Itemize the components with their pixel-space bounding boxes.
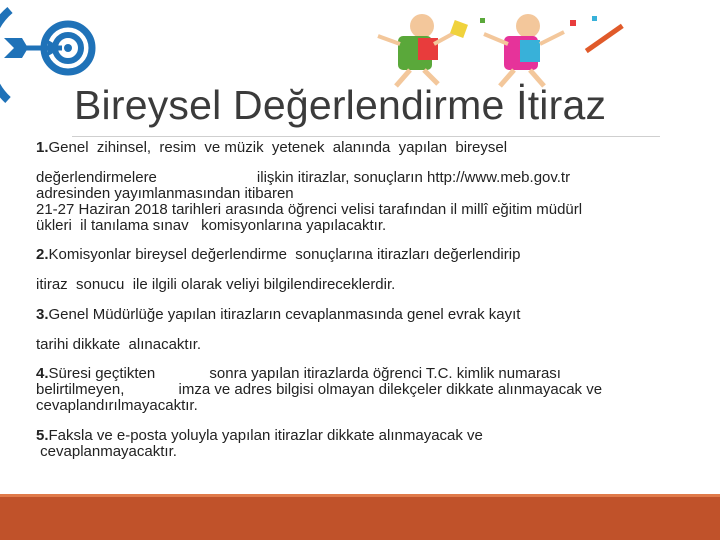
item-5-text-1: Faksla ve e-posta yoluyla yapılan itirazlar dikkate alınmayacak ve xyxy=(48,427,483,444)
item-2-number: 2. xyxy=(36,246,49,263)
item-3-line-1 xyxy=(36,307,520,323)
item-3-number: 3. xyxy=(36,306,49,323)
item-2-line-1 xyxy=(36,247,520,263)
item-5-number: 5. xyxy=(36,427,49,444)
item-2-text-1: Komisyonlar bireysel değerlendirme sonuçlarına itirazları değerlendirip xyxy=(48,246,521,263)
item-1-line-4: 21-27 Haziran 2018 tarihleri arasında öğrenci velisi tarafından il millî eğitim müdürl xyxy=(36,201,583,218)
item-2-line-2: itiraz sonucu ile ilgili olarak veliyi bilgilendireceklerdir. xyxy=(36,276,396,293)
item-1-line-2: değerlendirmelere ilişkin itirazlar, sonuçların http://www.meb.gov.tr xyxy=(36,169,571,186)
item-4-line-2: belirtilmeyen, imza ve adres bilgisi olmayan dilekçeler dikkate alınmayacak ve xyxy=(36,381,603,398)
item-3-text-1: Genel Müdürlüğe yapılan itirazların cevaplanmasında genel evrak kayıt xyxy=(48,306,521,323)
footer-bar xyxy=(0,497,720,540)
item-5-line-2: cevaplanmayacaktır. xyxy=(36,443,177,460)
item-1-line-5: ükleri il tanılama sınav komisyonlarına yapılacaktır. xyxy=(36,217,387,234)
title-divider xyxy=(72,136,660,137)
item-4-number: 4. xyxy=(36,365,49,382)
item-5-line-1 xyxy=(36,428,483,444)
item-1-line-1 xyxy=(36,140,507,156)
item-3-line-2: tarihi dikkate alınacaktır. xyxy=(36,336,202,353)
item-4-line-3: cevaplandırılmayacaktır. xyxy=(36,397,198,414)
item-4-line-1 xyxy=(36,366,561,382)
item-1-line-3: adresinden yayımlanmasından itibaren xyxy=(36,185,294,202)
children-with-backpacks-icon xyxy=(360,8,640,88)
item-4-text-1: Süresi geçtikten sonra yapılan itirazlarda öğrenci T.C. kimlik numarası xyxy=(48,365,561,382)
item-1-number: 1. xyxy=(36,139,49,156)
slide-title: Bireysel Değerlendirme İtiraz xyxy=(74,82,607,128)
item-1-text-1: Genel zihinsel, resim ve müzik yetenek alanında yapılan bireysel xyxy=(48,139,508,156)
